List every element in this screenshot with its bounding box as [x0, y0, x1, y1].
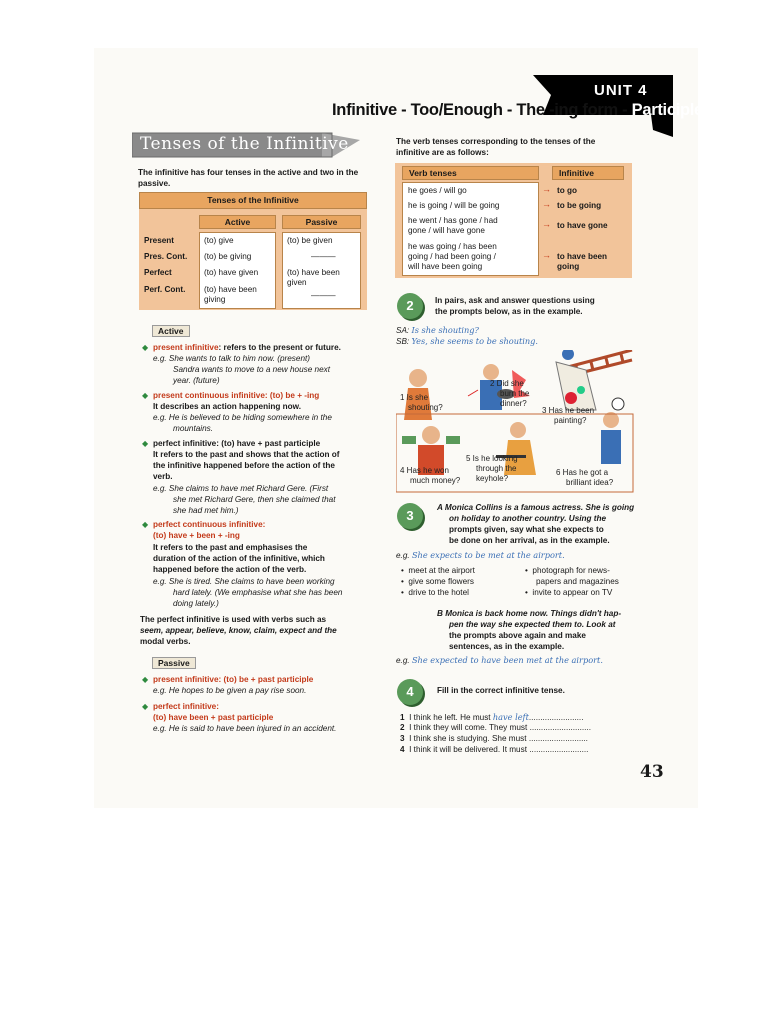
bullet-diamond-icon: ◆ — [142, 702, 149, 711]
active-p4-text: It refers to the past and emphasises the — [153, 543, 308, 552]
bullet-diamond-icon: ◆ — [142, 520, 149, 529]
table1-row-label: Present — [144, 236, 175, 245]
active-p2-ex: mountains. — [173, 424, 214, 433]
table1-cell: (to) give — [204, 236, 234, 245]
active-p4-head: perfect continuous infinitive: — [153, 520, 266, 529]
ex2-instruction: In pairs, ask and answer questions using — [435, 296, 595, 305]
picture-label-6: 6 Has he got a — [556, 468, 609, 477]
active-p1-ex: Sandra wants to move to a new house next — [173, 365, 331, 374]
ex3-a: on holiday to another country. Using the — [449, 514, 607, 523]
ex2-sb: SB: Yes, she seems to be shouting. — [396, 336, 539, 346]
svg-text:through the: through the — [476, 464, 517, 473]
table1-row-label: Perf. Cont. — [144, 285, 186, 294]
active-p1-ex: year. (future) — [173, 376, 220, 385]
list-item: • drive to the hotel — [401, 588, 469, 597]
ex3-b: B Monica is back home now. Things didn't hap- — [437, 609, 622, 618]
svg-text:much money?: much money? — [410, 476, 461, 485]
list-item: papers and magazines — [536, 577, 619, 586]
right-intro: infinitive are as follows: — [396, 148, 489, 157]
active-p1-head: present infinitive: refers to the present or future. — [153, 343, 341, 352]
ex3-example-2: e.g. She expected to have been met at the airport. — [396, 655, 603, 665]
ex4-item: 1 I think he left. He must have left........................ — [400, 712, 584, 722]
svg-text:brilliant idea?: brilliant idea? — [566, 478, 614, 487]
table1-row-label: Perfect — [144, 268, 172, 277]
ex3-b: pen the way she expected them to. Look at — [449, 620, 616, 629]
picture-label-3: 3 Has he been — [542, 406, 595, 415]
verb-cell: going / had been going / — [408, 252, 496, 261]
inf-cell: to have been going — [557, 252, 608, 271]
bullet-diamond-icon: ◆ — [142, 439, 149, 448]
exercise-2-badge: 2 — [397, 293, 423, 319]
svg-text:shouting?: shouting? — [408, 403, 443, 412]
bullet-diamond-icon: ◆ — [142, 391, 149, 400]
ex3-a: be done on her arrival, as in the example. — [449, 536, 610, 545]
list-item: • give some flowers — [401, 577, 474, 586]
arrow-icon: → — [542, 199, 551, 209]
picture-label-1: 1 Is she — [400, 393, 429, 402]
passive-p1-head: present infinitive: (to) be + past participle — [153, 675, 314, 684]
active-p3-text: verb. — [153, 472, 173, 481]
arrow-icon: → — [542, 250, 551, 260]
table1-cell: (to) be given — [287, 236, 333, 245]
ex3-a: A Monica Collins is a famous actress. She is going — [437, 503, 635, 512]
picture-label-4: 4 Has he won — [400, 466, 449, 475]
active-p1-ex: e.g. She wants to talk to him now. (present) — [153, 354, 311, 363]
active-p4-ex: hard lately. (We emphasise what she has been — [173, 588, 343, 597]
active-p3-text: It refers to the past and shows that the action of — [153, 450, 340, 459]
unit-label: UNIT 4 — [594, 82, 648, 99]
table1-row-label: Pres. Cont. — [144, 252, 188, 261]
ex3-a: prompts given, say what she expects to — [449, 525, 604, 534]
ex3-b: the prompts above again and make — [449, 631, 586, 640]
inf-table-head: Infinitive — [552, 166, 624, 180]
table1-cell: (to) have been giving — [204, 285, 257, 304]
ex3-b: sentences, as in the example. — [449, 642, 565, 651]
passive-p2-head: perfect infinitive: — [153, 702, 219, 711]
table1-col-active: Active — [199, 215, 276, 229]
verb-cell: he goes / will go — [408, 186, 467, 195]
ex4-item: 2 I think they will come. They must ........................... — [400, 723, 591, 732]
ex3-example: e.g. She expects to be met at the airport. — [396, 550, 565, 560]
inf-cell: to be going — [557, 201, 602, 210]
ex2-instruction: the prompts below, as in the example. — [435, 307, 583, 316]
ex4-instruction: Fill in the correct infinitive tense. — [437, 686, 565, 695]
active-p4-text: duration of the action of the infinitive, which — [153, 554, 325, 563]
active-p3-ex: e.g. She claims to have met Richard Gere. (First — [153, 484, 329, 493]
active-p3-text: the infinitive happened before the action of the — [153, 461, 335, 470]
note-text: seem, appear, believe, know, claim, expect and the — [140, 626, 337, 635]
note-text: modal verbs. — [140, 637, 191, 646]
picture-label-5: 5 Is he looking — [466, 454, 518, 463]
exercise-3-badge: 3 — [397, 503, 423, 529]
table1-cell: ——— — [311, 252, 336, 261]
ex4-item: 4 I think it will be delivered. It must .......................... — [400, 745, 589, 754]
table1-title: Tenses of the Infinitive — [139, 192, 367, 209]
passive-p2-ex: e.g. He is said to have been injured in an accident. — [153, 724, 337, 733]
active-p4-head: (to) have + been + -ing — [153, 531, 240, 540]
arrow-icon: → — [542, 184, 551, 194]
table1-cell: (to) be giving — [204, 252, 252, 261]
table1-cell: (to) have given — [204, 268, 259, 277]
active-p4-ex: e.g. She is tired. She claims to have been working — [153, 577, 335, 586]
verb-cell: he was going / has been — [408, 242, 497, 251]
svg-text:painting?: painting? — [554, 416, 587, 425]
active-p4-text: happened before the action of the verb. — [153, 565, 307, 574]
table1-cell: ——— — [311, 291, 336, 300]
inf-cell: to have gone — [557, 221, 608, 230]
active-p2-ex: e.g. He is believed to be hiding somewhere in the — [153, 413, 332, 422]
exercise-4-badge: 4 — [397, 679, 423, 705]
active-p3-ex: she had met him.) — [173, 506, 239, 515]
bullet-diamond-icon: ◆ — [142, 675, 149, 684]
table1-cell: (to) have been given — [287, 268, 340, 287]
active-p3-ex: she met Richard Gere, then she claimed that — [173, 495, 336, 504]
verb-cell: gone / will have gone — [408, 226, 485, 235]
ex4-answer: have left — [492, 712, 529, 722]
right-intro: The verb tenses corresponding to the tenses of the — [396, 137, 596, 146]
picture-label-2: 2 Did she — [490, 379, 524, 388]
svg-text:dinner?: dinner? — [500, 399, 527, 408]
ex4-item: 3 I think she is studying. She must .......................... — [400, 734, 588, 743]
list-item: • meet at the airport — [401, 566, 475, 575]
svg-text:burn the: burn the — [500, 389, 530, 398]
verb-cell: he is going / will be going — [408, 201, 500, 210]
list-item: • photograph for news- — [525, 566, 610, 575]
verb-table-head: Verb tenses — [402, 166, 539, 180]
inf-cell: to go — [557, 186, 578, 195]
passive-p2-head: (to) have been + past participle — [153, 713, 274, 722]
bullet-diamond-icon: ◆ — [142, 343, 149, 352]
page-number: 43 — [640, 762, 664, 782]
section-title: Tenses of the Infinitive — [140, 134, 349, 154]
ex2-sa: SA: Is she shouting? — [396, 325, 479, 335]
page-title: Infinitive - Too/Enough - The -ing form - Participles — [332, 101, 712, 119]
intro-text: The infinitive has four tenses in the active and two in the passive. — [138, 168, 359, 188]
active-p3-head: perfect infinitive: (to) have + past participle — [153, 439, 321, 448]
exercise-2-illustration — [396, 350, 634, 493]
note-text: The perfect infinitive is used with verbs such as — [140, 615, 327, 624]
passive-tag: Passive — [152, 657, 196, 669]
active-p2-text: It describes an action happening now. — [153, 402, 302, 411]
active-p2-head: present continuous infinitive: (to) be + -ing — [153, 391, 320, 400]
arrow-icon: → — [542, 219, 551, 229]
svg-text:keyhole?: keyhole? — [476, 474, 509, 483]
list-item: • invite to appear on TV — [525, 588, 613, 597]
verb-cell: will have been going — [408, 262, 483, 271]
verb-cell: he went / has gone / had — [408, 216, 498, 225]
active-p4-ex: doing lately.) — [173, 599, 219, 608]
active-tag: Active — [152, 325, 190, 337]
table1-col-passive: Passive — [282, 215, 361, 229]
passive-p1-ex: e.g. He hopes to be given a pay rise soon. — [153, 686, 307, 695]
